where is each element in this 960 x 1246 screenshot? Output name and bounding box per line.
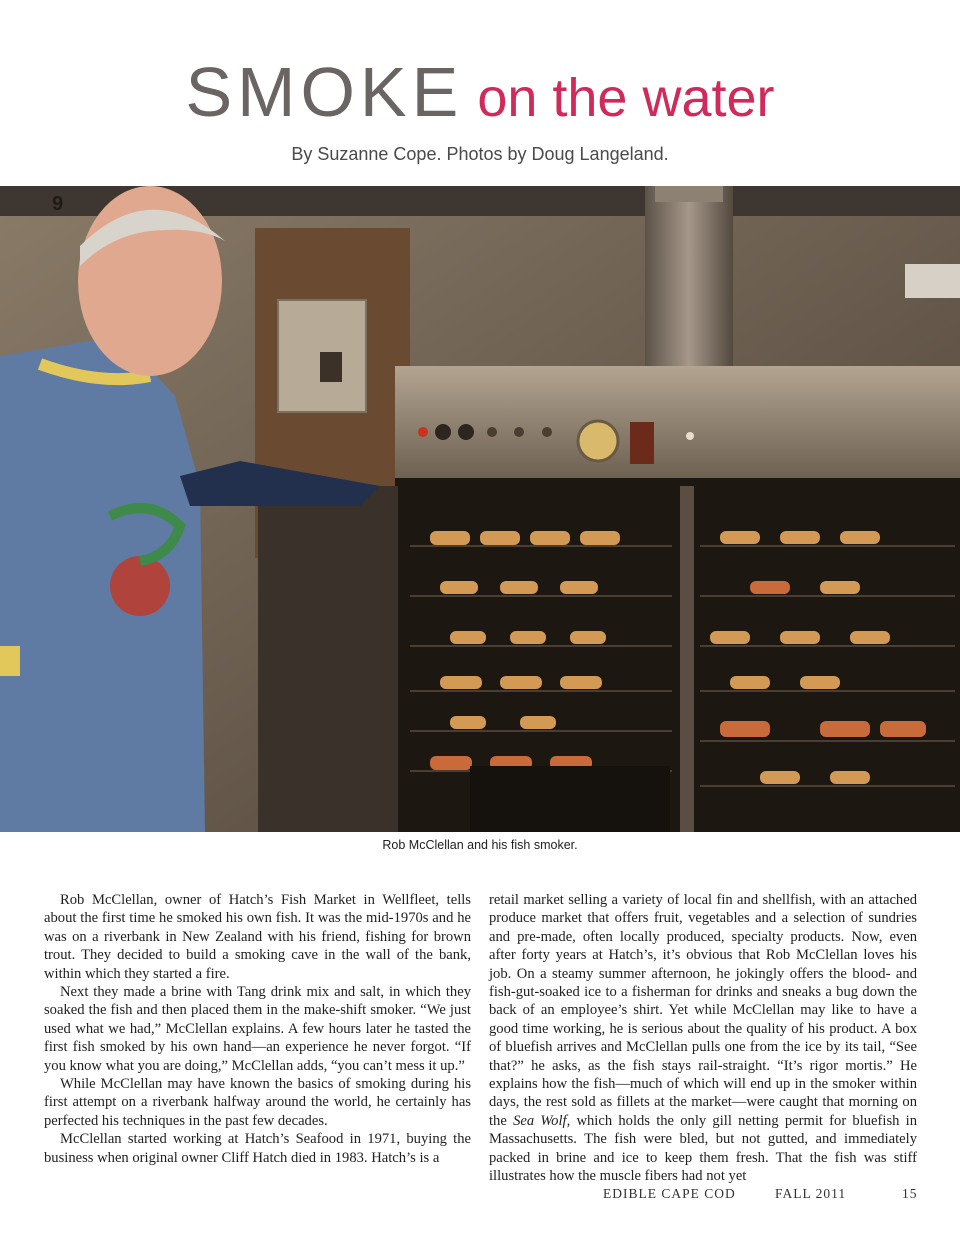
paragraph: Next they made a brine with Tang drink mix and salt, in which they soaked the fish and then placed them in the make-shift smoker. “We just used what we had,” McClellan explains. A few hours later he tasted the first fish smoked by his own hand—an experience he never forgot. “If you know what you are doing,” McClellan adds, “you can’t mess it up.” (44, 984, 471, 1074)
article-headline (0, 52, 960, 132)
photo-caption: Rob McClellan and his fish smoker. (382, 838, 578, 852)
paragraph: McClellan started working at Hatch’s Seafood in 1971, buying the business when original owner Cliff Hatch died in 1983. Hatch’s is a (44, 1131, 471, 1166)
issue-date: FALL 2011 (775, 1186, 847, 1201)
publication-name: EDIBLE CAPE COD (603, 1186, 736, 1201)
page-number: 15 (902, 1186, 918, 1201)
headline-main: SMOKE (185, 53, 464, 131)
byline: By Suzanne Cope. Photos by Doug Langeland. (291, 144, 669, 164)
fish-smoker-photo (0, 186, 960, 832)
paragraph-text: retail market selling a variety of local fin and shellfish, with an attached produce market that offers fruit, vegetables and a selection of sundries and pre-made, often locally produced, specialty products. Now, even after forty years at Hatch’s, it’s obvious that Rob McClellan loves his job. On a steamy summer afternoon, he jokingly offers the blood- and fish-gut-soaked ice to a fisherman for drinks and sneaks a bug down the back of an employee’s shirt. Yet while McClellan may like to have a good time working, he is serious about the quality of his product. A box of bluefish arrives and McClellan pulls one from the ice by its tail, “See that?” he asks, as the fish stays rail-straight. “It’s rigor mortis.” He explains how the fish—much of which will end up in the smoker within days, the rest sold as fillets at the market—were caught that morning on the (489, 892, 917, 1129)
paragraph-text: which holds the only gill netting permit for bluefish in Massachusetts. The fish were bled, but not gutted, and immediately packed in brine and ice to keep them fresh. That the fish was stiff illustrates how the muscle fibers had not yet (489, 1112, 917, 1185)
article-column-right (489, 891, 917, 1186)
article-column-left (44, 891, 471, 1167)
paragraph (489, 891, 917, 1186)
boat-name: Sea Wolf, (513, 1112, 571, 1129)
photo-illustration (0, 186, 960, 832)
wall-number: 9 (52, 193, 64, 215)
headline-rest: on the water (477, 68, 775, 128)
paragraph: While McClellan may have known the basics of smoking during his first attempt on a riverbank halfway around the world, he certainly has perfected his techniques in the past few decades. (44, 1076, 471, 1129)
paragraph: Rob McClellan, owner of Hatch’s Fish Market in Wellfleet, tells about the first time he smoked his own fish. It was the mid-1970s and he was on a riverbank in New Zealand with his friend, fishing for brown trout. They decided to build a smoking cave in the wall of the bank, within which they started a fire. (44, 892, 471, 982)
